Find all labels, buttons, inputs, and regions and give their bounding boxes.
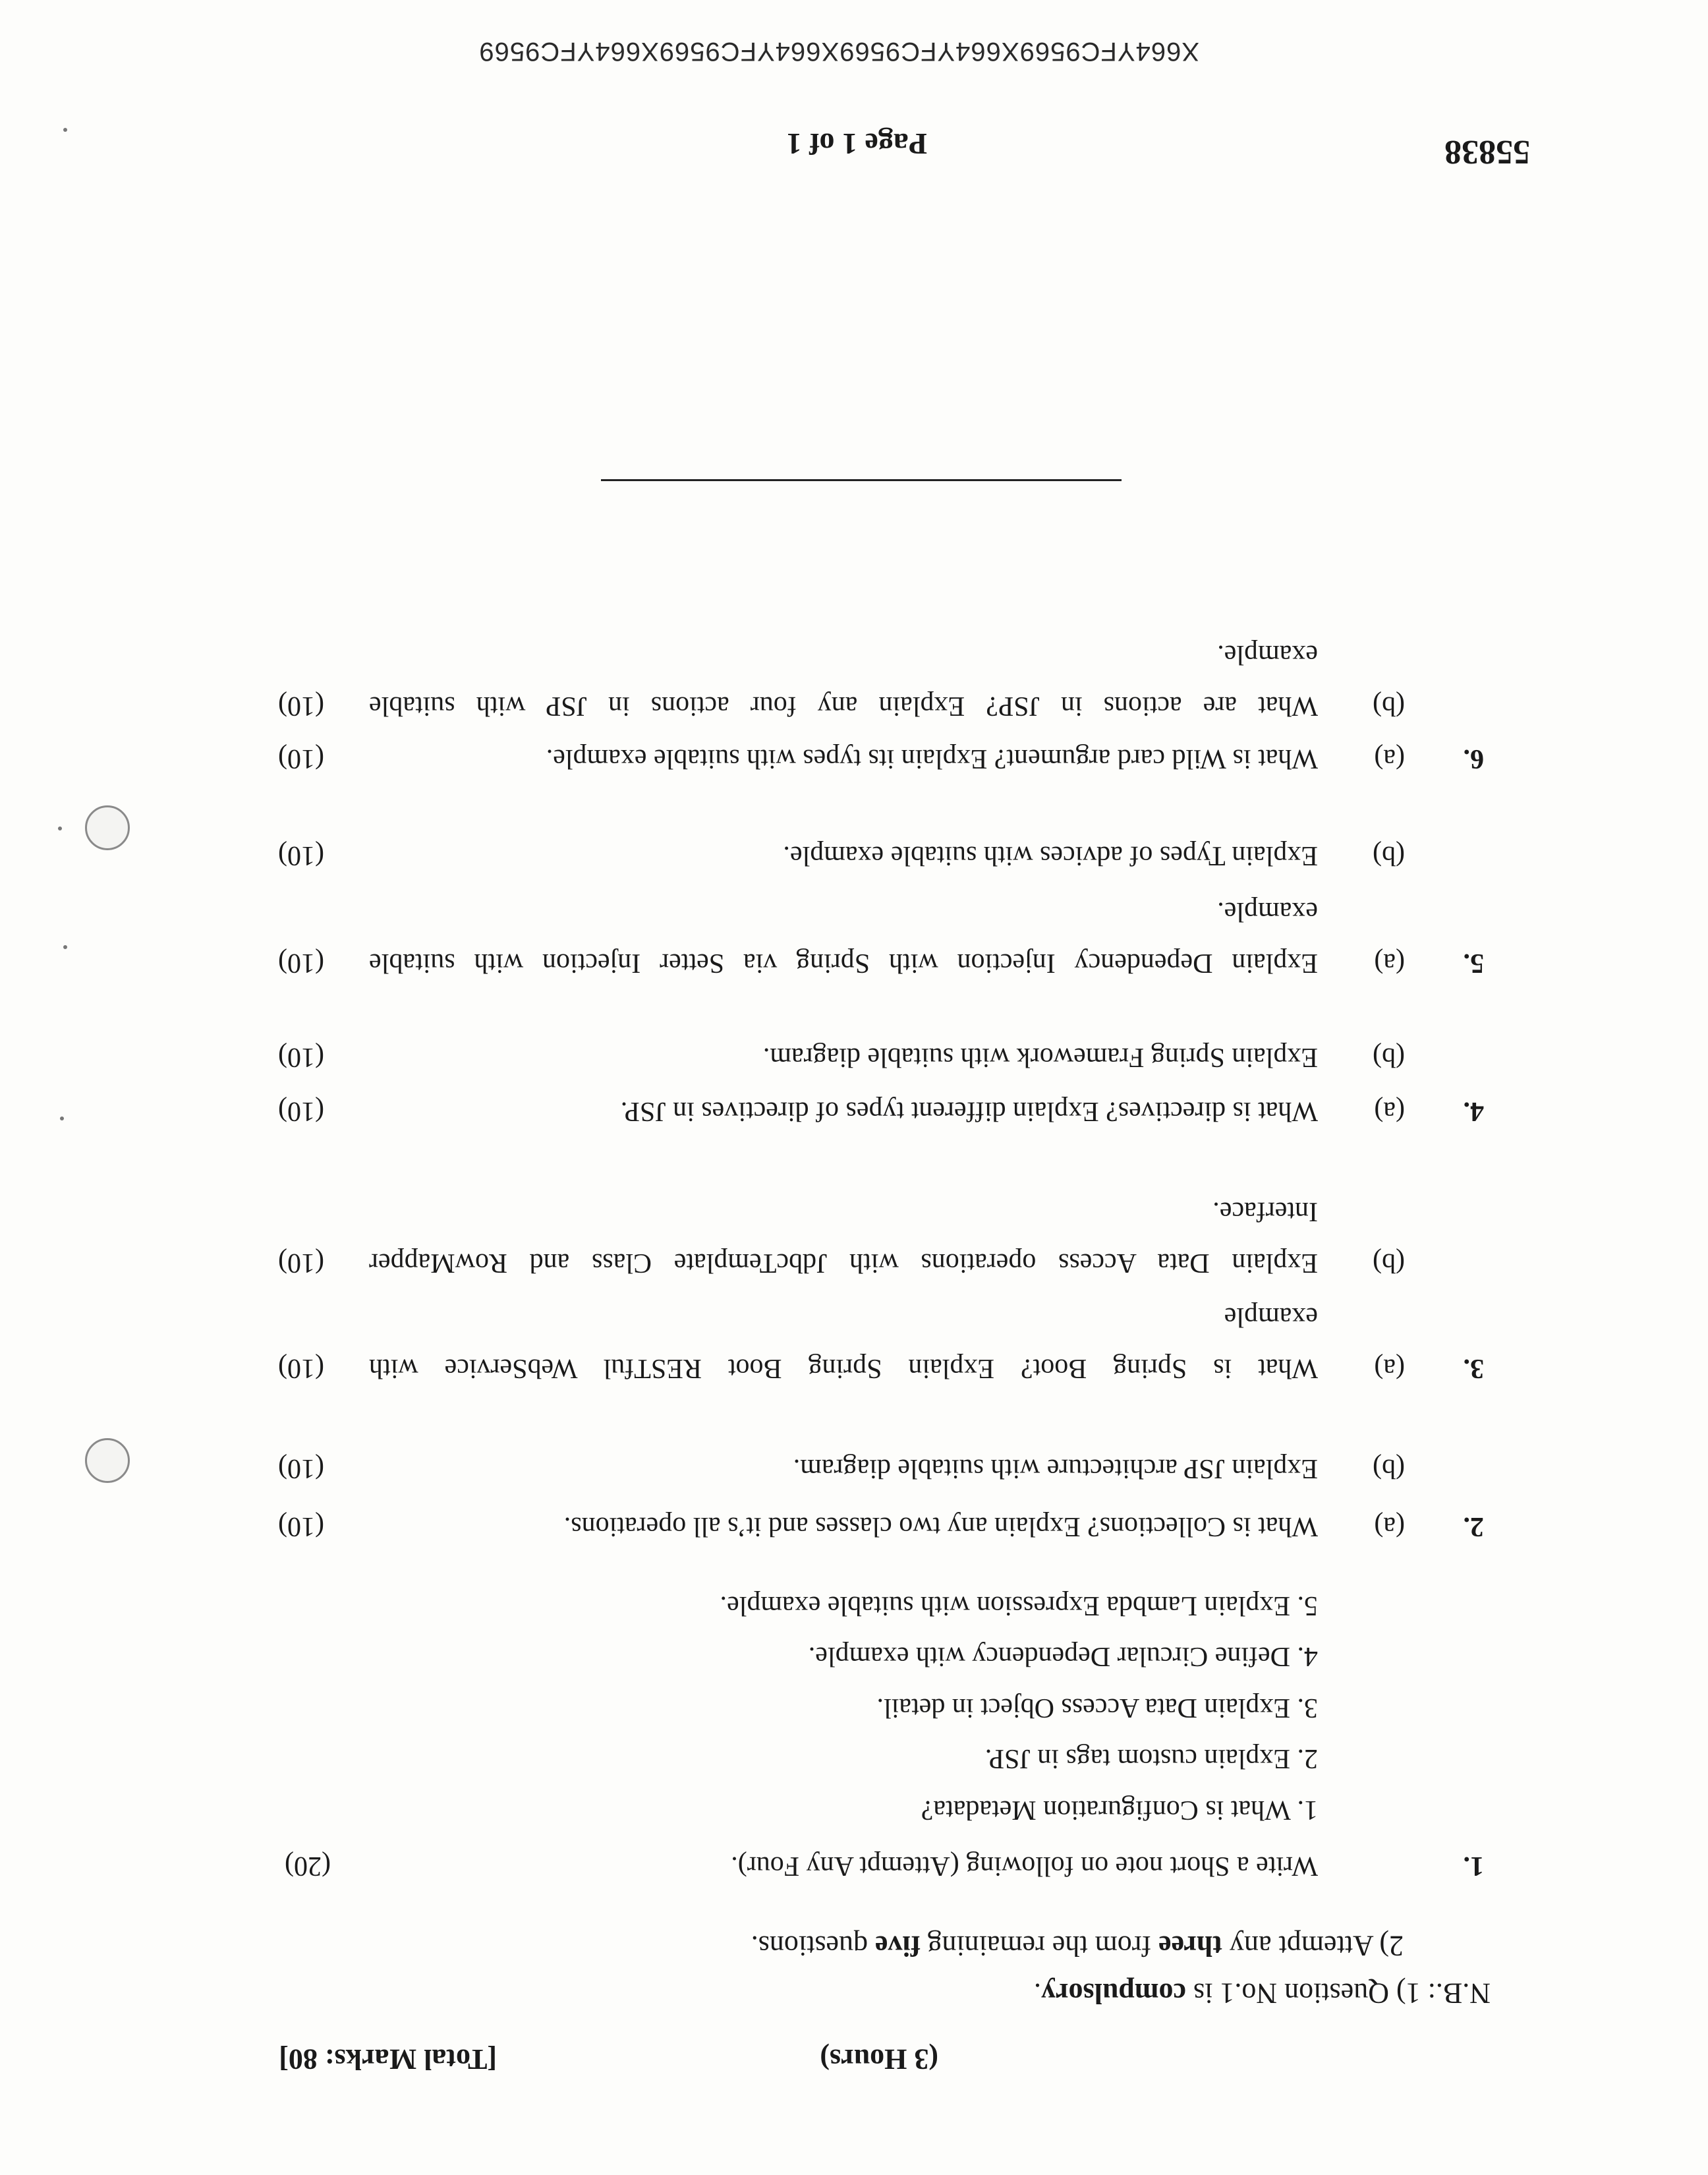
q6a-marks: (10) bbox=[278, 743, 324, 774]
q6a-label: (a) bbox=[1374, 743, 1405, 774]
q1-item-2: 2. Explain custom tags in JSP. bbox=[984, 1743, 1318, 1774]
scan-speck bbox=[60, 1116, 64, 1120]
note1-suffix: . bbox=[1033, 1977, 1041, 2010]
q6b-text-1: What are actions in JSP? Explain any four actions in JSP with suitable bbox=[369, 691, 1318, 721]
scan-speck bbox=[58, 826, 62, 830]
q1-marks: (20) bbox=[285, 1851, 331, 1881]
note2-mid: from the remaining bbox=[927, 1930, 1152, 1962]
duration: (3 Hours) bbox=[820, 2043, 938, 2075]
q3-number: 3. bbox=[1463, 1353, 1484, 1383]
q1-number: 1. bbox=[1463, 1851, 1484, 1881]
q3a-text-1: What is Spring Boot? Explain Spring Boot RESTful WebService with bbox=[369, 1353, 1318, 1383]
q5b-label: (b) bbox=[1373, 840, 1405, 871]
q5a-text-1: Explain Dependency Injection with Spring via Setter Injection with suitable bbox=[369, 948, 1318, 978]
q5a-label: (a) bbox=[1374, 948, 1405, 978]
q3b-marks: (10) bbox=[278, 1248, 324, 1278]
q1-instruction: Write a Short note on following (Attempt Any Four). bbox=[731, 1851, 1318, 1881]
q4a-label: (a) bbox=[1374, 1096, 1405, 1126]
q6b-text-2: example. bbox=[1217, 639, 1318, 670]
q6b-label: (b) bbox=[1373, 691, 1405, 721]
q4b-label: (b) bbox=[1373, 1042, 1405, 1072]
note1-prefix: 1) Question No.1 is bbox=[1193, 1977, 1421, 2010]
q2b-marks: (10) bbox=[278, 1453, 324, 1484]
q2b-text: Explain JSP architecture with suitable diagram. bbox=[793, 1453, 1318, 1484]
q5a-marks: (10) bbox=[278, 948, 324, 978]
total-marks: [Total Marks: 80] bbox=[279, 2043, 497, 2075]
q4a-text: What is directives? Explain different types of directives in JSP. bbox=[620, 1096, 1318, 1126]
q5a-text-2: example. bbox=[1217, 896, 1318, 927]
binder-hole-right bbox=[85, 805, 130, 850]
q3a-text-2: example bbox=[1224, 1302, 1318, 1332]
q5b-text: Explain Types of advices with suitable example. bbox=[783, 840, 1318, 871]
q6-number: 6. bbox=[1463, 743, 1484, 774]
q1-item-5: 5. Explain Lambda Expression with suitable example. bbox=[720, 1590, 1318, 1621]
note2-bold-three: three bbox=[1158, 1930, 1223, 1962]
q3a-label: (a) bbox=[1374, 1353, 1405, 1383]
q2a-text: What is Collections? Explain any two classes and it’s all operations. bbox=[563, 1511, 1318, 1542]
q2a-label: (a) bbox=[1374, 1511, 1405, 1542]
q4a-marks: (10) bbox=[278, 1096, 324, 1126]
q6a-text: What is Wild card argument? Explain its types with suitable example. bbox=[546, 743, 1318, 774]
q1-item-3: 3. Explain Data Access Object in detail. bbox=[876, 1693, 1318, 1723]
note1-bold: compulsory bbox=[1040, 1977, 1186, 2010]
watermark-code: X664YFC9569X664YFC9569X664YFC9569X664YFC9569 bbox=[478, 37, 1199, 66]
note2-prefix: 2) Attempt any bbox=[1230, 1930, 1404, 1962]
q2a-marks: (10) bbox=[278, 1511, 324, 1542]
q1-item-1: 1. What is Configuration Metadata? bbox=[921, 1795, 1318, 1825]
q3b-text-1: Explain Data Access operations with JdbcTemplate Class and RowMapper bbox=[369, 1248, 1318, 1278]
scan-speck bbox=[63, 128, 67, 132]
note2-suffix: questions. bbox=[751, 1930, 868, 1962]
q2b-label: (b) bbox=[1373, 1453, 1405, 1484]
paper-code: 55838 bbox=[1444, 133, 1530, 171]
notes-label: N.B.: bbox=[1427, 1977, 1491, 2010]
end-of-paper-rule bbox=[601, 479, 1122, 481]
q4b-marks: (10) bbox=[278, 1042, 324, 1072]
q1-item-4: 4. Define Circular Dependency with example. bbox=[808, 1641, 1318, 1671]
note-2 bbox=[751, 1929, 1404, 1963]
q4b-text: Explain Spring Framework with suitable diagram. bbox=[762, 1042, 1318, 1072]
binder-hole-left bbox=[85, 1438, 130, 1483]
q6b-marks: (10) bbox=[278, 691, 324, 721]
q3a-marks: (10) bbox=[278, 1353, 324, 1383]
q5b-marks: (10) bbox=[278, 840, 324, 871]
q5-number: 5. bbox=[1463, 948, 1484, 978]
note2-bold-five: five bbox=[875, 1930, 921, 1962]
note-1 bbox=[1034, 1977, 1491, 2010]
page-number: Page 1 of 1 bbox=[786, 127, 927, 161]
q2-number: 2. bbox=[1463, 1511, 1484, 1542]
q4-number: 4. bbox=[1463, 1096, 1484, 1126]
scan-speck bbox=[63, 945, 67, 949]
q3b-text-2: Interface. bbox=[1212, 1196, 1318, 1227]
q3b-label: (b) bbox=[1373, 1248, 1405, 1278]
